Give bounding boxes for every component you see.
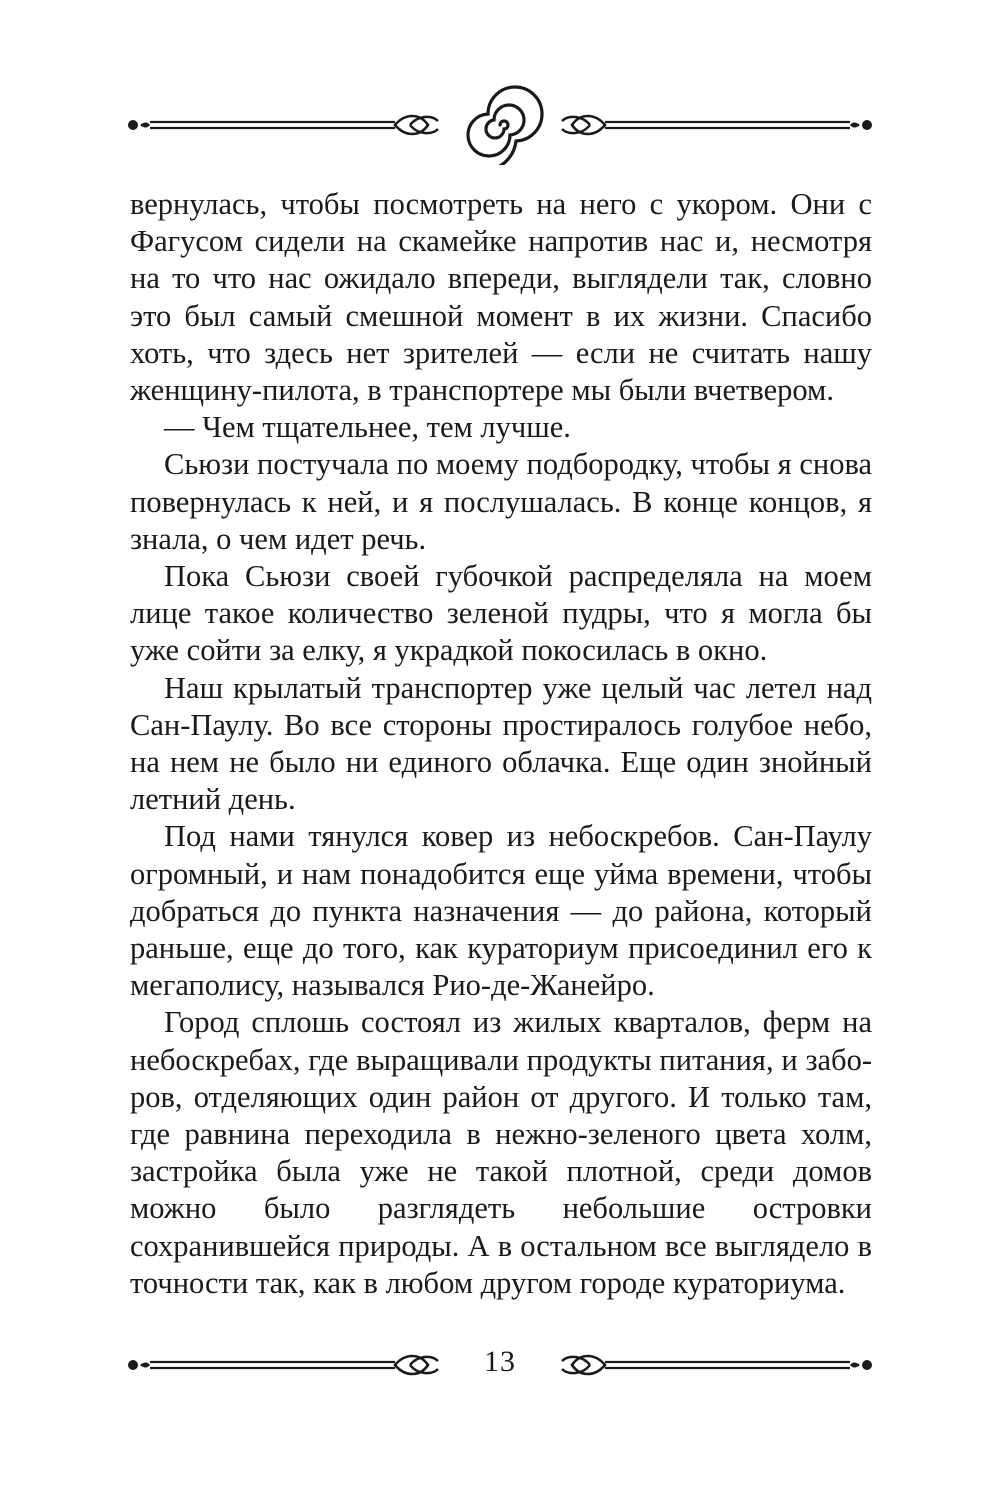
paragraph: Сьюзи постучала по моему подбородку, чтобы я снова повернулась к ней, и я послушалась. В конце концов, я знала, о чем идет речь. (130, 447, 872, 556)
paragraph: Пока Сьюзи своей губочкой распределяла на моем лице такое количество зеленой пудры, что я могла бы уже сойти за елку, я украдкой покосилась в окно. (130, 559, 872, 668)
right-flourish-icon (562, 116, 872, 134)
paragraph: Наш крылатый транспортер уже целый час летел над Сан-Паулу. Во все стороны простиралось голубое небо, на нем не было ни единого облачка. Еще один знойный летний день. (130, 670, 872, 817)
left-flourish-icon (129, 116, 439, 134)
page-body-text (130, 186, 872, 1302)
paragraph: Город сплошь состоял из жилых кварталов, ферм на небоскребах, где выращивали продукты питания, и заборов, отделяющих один район от другого. И только там, где равнина переходила в нежно-зеленого цвета холм, застройка была уже не такой плотной, среди домов можно было разглядеть небольшие островки сохранившейся природы. А в остальном все выглядело в точности так, как в любом другом городе кураториума. (130, 1005, 872, 1300)
paragraph: Под нами тянулся ковер из небоскребов. Сан-Паулу огромный, и нам понадобится еще уйма времени, чтобы добраться до пункта назначения — до района, который раньше, еще до того, как кураториум присоединил его к мегаполису, назывался Рио-де-Жанейро. (130, 819, 872, 1003)
spiral-ornament-icon (468, 87, 542, 165)
paragraph: вернулась, чтобы посмотреть на него с укором. Они с Фагусом сидели на скамейке напротив нас и, несмотря на то что нас ожидало впереди, выглядели так, словно это был самый смешной момент в их жизни. Спасибо хоть, что здесь нет зрителей — если не считать нашу женщину-пилота, в транспортере мы были вчетвером. (130, 187, 872, 408)
top-ornament (0, 85, 1000, 165)
paragraph: — Чем тщательнее, тем лучше. (164, 410, 571, 445)
page-number: 13 (484, 1345, 516, 1378)
